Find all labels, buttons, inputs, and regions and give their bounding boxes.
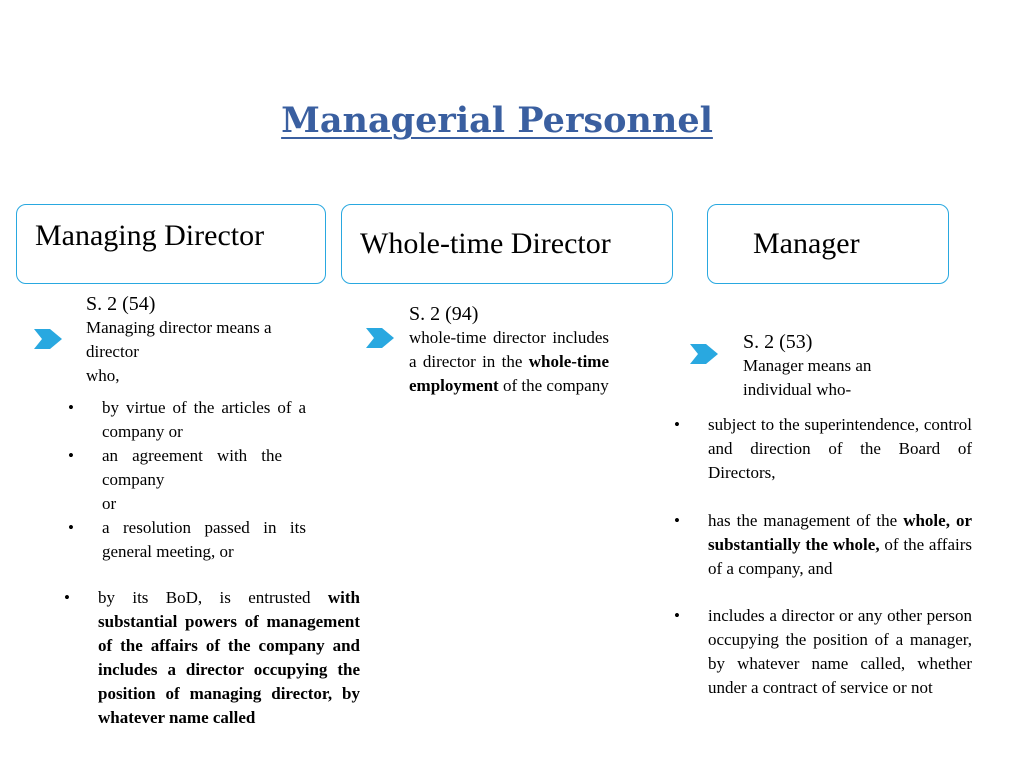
wtd-text bbox=[409, 326, 609, 398]
md-bullet-plain: by its BoD, is entrusted bbox=[98, 588, 311, 607]
wtd-definition bbox=[409, 302, 609, 398]
wtd-text-plain: whole-time director includes a director in the bbox=[409, 328, 609, 371]
whole-time-director-label: Whole-time Director bbox=[360, 227, 611, 260]
wtd-text-plain-end: of the company bbox=[502, 376, 609, 395]
md-bullet-text: by virtue of the articles of a company or bbox=[102, 398, 306, 441]
md-intro-line: director bbox=[86, 342, 139, 361]
bullet-dot: • bbox=[68, 446, 74, 465]
md-section: S. 2 (54) bbox=[86, 293, 156, 315]
mgr-intro: Manager means an individual who- bbox=[743, 356, 872, 399]
mgr-bullet-bold: whole, or substantially the whole, bbox=[708, 511, 972, 554]
bullet-dot: • bbox=[64, 588, 70, 607]
manager-label: Manager bbox=[753, 227, 860, 260]
chevron-arrow-icon bbox=[34, 326, 62, 352]
managing-director-label: Managing Director bbox=[35, 219, 265, 252]
wtd-text-bold: whole-time employment bbox=[409, 352, 610, 395]
chevron-arrow-icon bbox=[366, 325, 394, 351]
bullet-dot: • bbox=[674, 511, 680, 530]
md-bullet-text bbox=[98, 586, 360, 730]
md-intro-line: who, bbox=[86, 366, 120, 385]
mgr-bullet-text: includes a director or any other person occupying the position of a manager, by whatever name called, whether under a contract of service or not bbox=[708, 606, 972, 697]
md-bullet-bold: with substantial powers of management of the affairs of the company and includes a director occupying the position of managing director, by whatever name called bbox=[98, 588, 360, 727]
manager-box bbox=[707, 204, 949, 284]
md-connector: or bbox=[102, 494, 117, 513]
managing-director-box bbox=[16, 204, 326, 284]
md-definition bbox=[86, 292, 311, 388]
bullet-dot: • bbox=[68, 398, 74, 417]
mgr-definition bbox=[743, 330, 918, 402]
md-bullet-text: an agreement with the company bbox=[102, 446, 282, 489]
mgr-section: S. 2 (53) bbox=[743, 331, 813, 353]
md-intro-line: Managing director means a bbox=[86, 318, 272, 337]
mgr-bullet-plain: has the management of the bbox=[708, 511, 898, 530]
whole-time-director-box bbox=[341, 204, 673, 284]
page-title: Managerial Personnel bbox=[281, 100, 713, 141]
chevron-arrow-icon bbox=[690, 341, 718, 367]
bullet-dot: • bbox=[674, 415, 680, 434]
md-bullet-text: a resolution passed in its general meeting, or bbox=[102, 518, 306, 561]
wtd-section: S. 2 (94) bbox=[409, 303, 479, 325]
mgr-bullet-text: subject to the superintendence, control and direction of the Board of Directors, bbox=[708, 415, 972, 482]
mgr-bullet-plain-end: of the affairs of a company, and bbox=[708, 535, 973, 578]
mgr-bullet-text bbox=[708, 509, 972, 581]
bullet-dot: • bbox=[68, 518, 74, 537]
bullet-dot: • bbox=[674, 606, 680, 625]
